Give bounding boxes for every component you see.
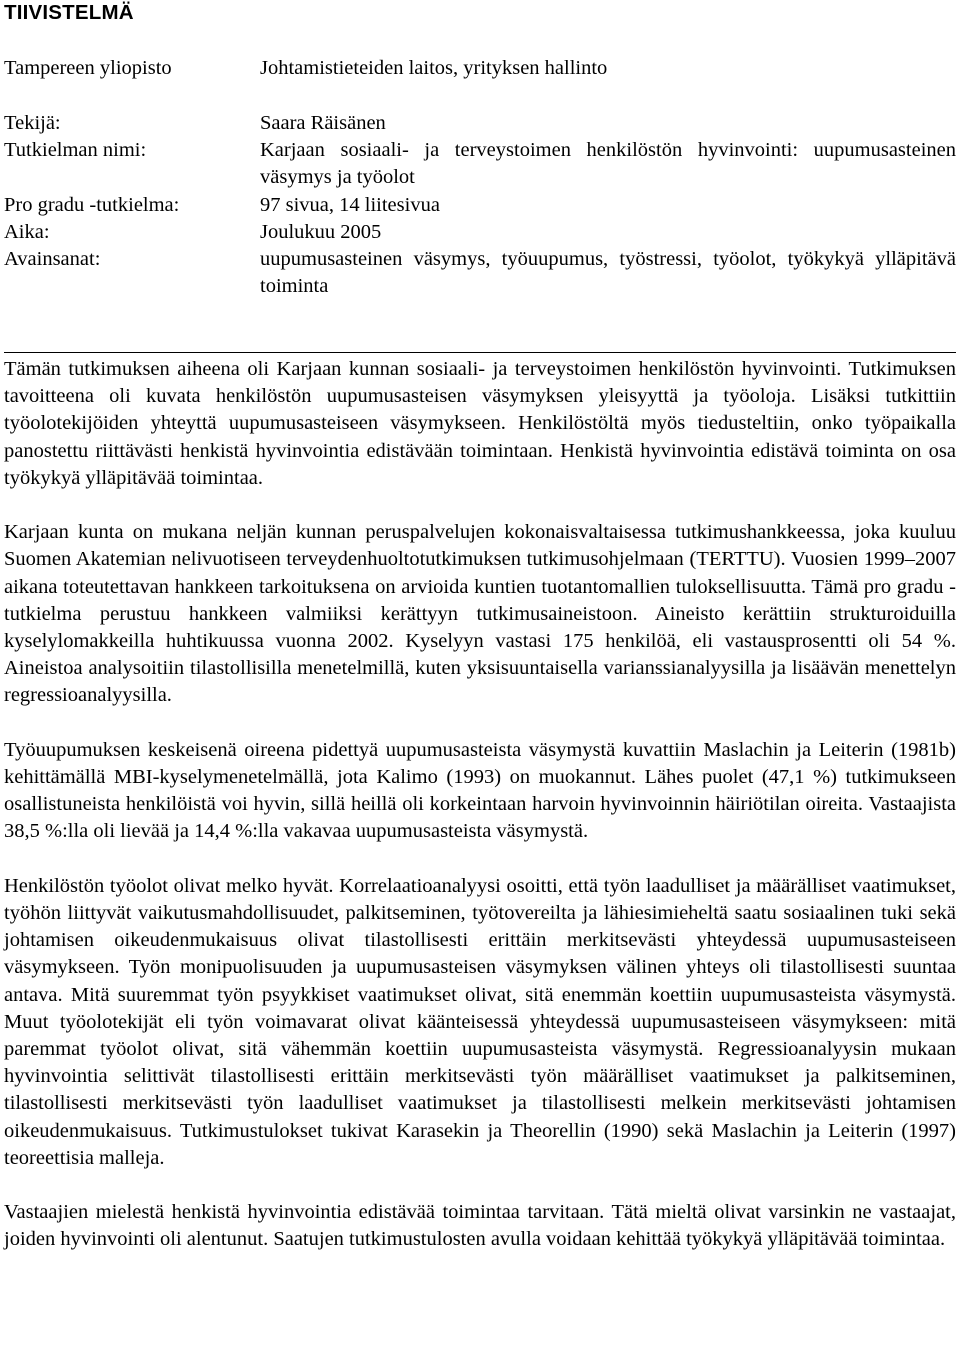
thesis-title-label: Tutkielman nimi: xyxy=(4,139,147,161)
abstract-paragraph: Tämän tutkimuksen aiheena oli Karjaan kunnan sosiaali- ja terveystoimen henkilöstön hyvinvointi. Tutkimuksen tavoitteena oli kuvata henkilöstön uupumusasteisen väsymyksen yleisyyttä ja työoloja. Lisäksi tutkittiin työolotekijöiden yhteyttä uupumusasteiseen väsymykseen. Henkilöstöltä myös tiedusteltiin, onko työpaikalla panostettu riittävästi henkistä hyvinvointia edistävään toimintaan. Henkistä hyvinvointia edistävä toiminta on osa työkykyä ylläpitävää toimintaa. xyxy=(4,358,956,489)
horizontal-divider xyxy=(4,352,956,353)
author-value: Saara Räisänen xyxy=(260,112,386,134)
abstract-paragraph: Työuupumuksen keskeisenä oireena pidettyä uupumusasteista väsymystä kuvattiin Maslachin ja Leiterin (1981b) kehittämällä MBI-kyselymenetelmällä, jota Kalimo (1993) on muokannut. Lähes puolet (47,1 %) tutkimukseen osallistuneista henkilöistä voi hyvin, sillä heillä oli korkeintaan harvoin hyvinvoinnin häiriötilan oireita. Vastaajista 38,5 %:lla oli lievää ja 14,4 %:lla vakavaa uupumusasteista väsymystä. xyxy=(4,738,956,843)
abstract-paragraph: Henkilöstön työolot olivat melko hyvät. Korrelaatioanalyysi osoitti, että työn laadulliset ja määrälliset vaatimukset, työhön liittyvät vaikutusmahdollisuudet, palkitseminen, työtovereilta ja lähiesimieheltä saatu sosiaalinen tuki sekä johtamisen oikeudenmukaisuus olivat tilastollisesti erittäin merkitsevästi yhteydessä uupumusasteiseen väsymykseen. Työn monipuolisuuden ja uupumusasteisen väsymyksen välinen yhteys oli tilastollisesti suuntaa antava. Mitä suuremmat työn psyykkiset vaatimukset olivat, sitä enemmän koettiin uupumusasteista väsymystä. Muut työolotekijät eli työn voimavarat olivat käänteisessä yhteydessä uupumusasteiseen väsymykseen: mitä paremmat työolot olivat, sitä vähemmän koettiin uupumusasteista väsymystä. Regressioanalyysin mukaan hyvinvointia selittivät tilastollisesti erittäin merkitsevästi työn määrälliset vaatimukset ja palkitseminen, tilastollisesti merkitsevästi työn laadulliset vaatimukset ja tilastollisesti melkein merkitsevästi johtamisen oikeudenmukaisuus. Tutkimustulokset tukivat Karasekin ja Theorellin (1990) sekä Maslachin ja Leiterin (1997) teoreettisia malleja. xyxy=(4,874,956,1169)
thesis-type-label: Pro gradu -tutkielma: xyxy=(4,194,180,216)
thesis-type-value: 97 sivua, 14 liitesivua xyxy=(260,194,440,216)
keywords-label: Avainsanat: xyxy=(4,248,101,270)
abstract-paragraph: Vastaajien mielestä henkistä hyvinvointia edistävää toimintaa tarvitaan. Tätä mieltä olivat varsinkin ne vastaajat, joiden hyvinvointi oli alentunut. Saatujen tutkimustulosten avulla voidaan kehittää työkykyä ylläpitävää toimintaa. xyxy=(4,1201,956,1251)
university-name: Tampereen yliopisto xyxy=(4,57,172,79)
date-value: Joulukuu 2005 xyxy=(260,221,382,243)
abstract-body xyxy=(4,356,956,1281)
keywords-value: uupumusasteinen väsymys, työuupumus, työstressi, työolot, työkykyä ylläpitävä toiminta xyxy=(260,248,956,297)
thesis-title-value: Karjaan sosiaali- ja terveystoimen henkilöstön hyvinvointi: uupumusasteinen väsymys ja työolot xyxy=(260,139,956,188)
department-name: Johtamistieteiden laitos, yrityksen hallinto xyxy=(260,57,608,79)
abstract-paragraph: Karjaan kunta on mukana neljän kunnan peruspalvelujen kokonaisvaltaisessa tutkimushankkeessa, joka kuuluu Suomen Akatemian nelivuotiseen terveydenhuoltotutkimuksen tutkimusohjelmaan (TERTTU). Vuosien 1999–2007 aikana toteutettavan hankkeen tarkoituksena on arvioida kuntien tuotantomallien tuloksellisuutta. Tämä pro gradu -tutkielma perustuu hankkeen valmiiksi kerättyyn tutkimusaineistoon. Aineisto kerättiin strukturoiduilla kyselylomakkeilla huhtikuussa vuonna 2002. Kyselyyn vastasi 175 henkilöä, eli vastausprosentti oli 54 %. Aineistoa analysoitiin tilastollisilla menetelmillä, kuten yksisuuntaisella varianssianalyysilla ja lisäävän menettelyn regressioanalyysilla. xyxy=(4,521,956,707)
document-title: TIIVISTELMÄ xyxy=(4,1,134,24)
author-label: Tekijä: xyxy=(4,112,61,134)
date-label: Aika: xyxy=(4,221,50,243)
